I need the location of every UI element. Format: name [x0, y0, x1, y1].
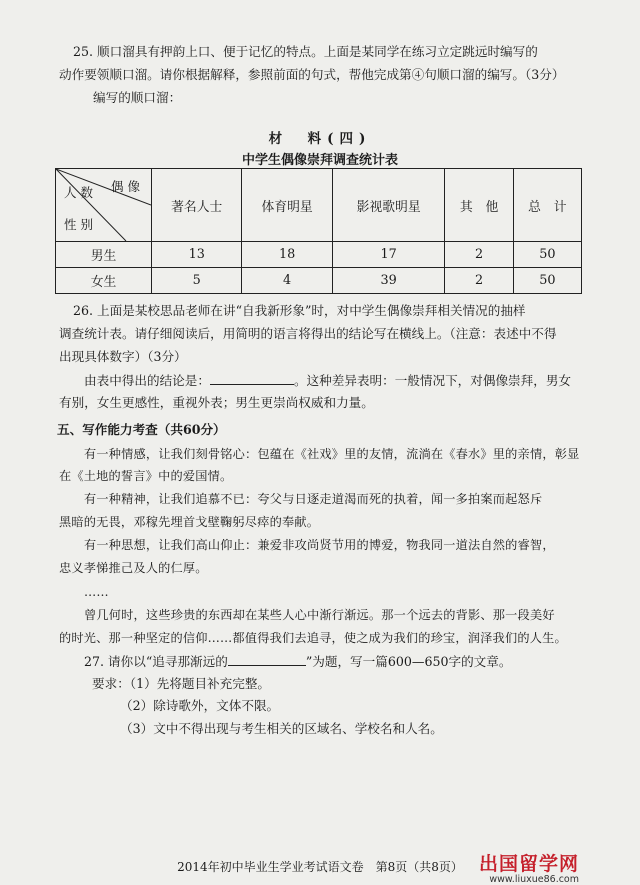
logo-text: 出国留学网 — [479, 853, 580, 875]
row-label: 男生 — [56, 242, 152, 268]
req-label: 要求： — [92, 676, 130, 691]
q26-answer-line1 — [84, 372, 571, 389]
essay-para: 黑暗的无畏，邓稼先埋首戈壁鞠躬尽瘁的奉献。 — [59, 515, 320, 529]
section5-heading: 五、写作能力考查（共60分） — [57, 422, 226, 437]
title-blank[interactable] — [228, 653, 306, 666]
table-cell: 50 — [513, 268, 581, 294]
table-cell: 5 — [152, 268, 242, 294]
q26-line1: 26. 上面是某校思品老师在讲“自我新形象”时，对中学生偶像崇拜相关情况的抽样 — [73, 303, 526, 318]
essay-para: 在《土地的誓言》中的爱国情。 — [59, 469, 233, 483]
answer-prefix: 由表中得出的结论是： — [84, 373, 210, 388]
page-footer: 2014年初中毕业生学业考试语文卷 第8页（共8页） — [177, 860, 463, 874]
diagonal-header-cell — [56, 169, 152, 242]
answer-blank[interactable] — [210, 372, 294, 385]
table-header-row — [56, 169, 582, 242]
req-item: （1）先将题目补充完整。 — [129, 676, 271, 691]
table-cell: 17 — [332, 242, 445, 268]
essay-para: 有一种思想，让我们高山仰止：兼爱非攻尚贤节用的博爱，物我同一道法自然的睿智， — [84, 538, 555, 552]
survey-table — [55, 168, 582, 294]
table-cell: 50 — [513, 242, 581, 268]
q25-line1: 25. 顺口溜具有押韵上口、便于记忆的特点。上面是某同学在练习立定跳远时编写的 — [73, 44, 538, 59]
table-row — [56, 268, 582, 294]
q27-prompt — [84, 653, 511, 670]
requirement-label — [92, 676, 270, 692]
q26-line3: 出现具体数字）（3分） — [59, 349, 187, 364]
table-cell: 4 — [242, 268, 332, 294]
table-cell: 2 — [445, 268, 513, 294]
essay-para: 曾几何时，这些珍贵的东西却在某些人心中渐行渐远。那一个远去的背影、那一段美好 — [84, 608, 555, 622]
q25-line2: 动作要领顺口溜。请你根据解释，参照前面的句式，帮他完成第④句顺口溜的编写。（3分） — [59, 67, 565, 82]
table-cell: 2 — [445, 242, 513, 268]
q26-line2: 调查统计表。请仔细阅读后，用简明的语言将得出的结论写在横线上。（注意：表述中不得 — [59, 326, 557, 341]
col-header: 总 计 — [513, 169, 581, 242]
table-row — [56, 242, 582, 268]
essay-para: 的时光、那一种坚定的信仰……都值得我们去追寻，使之成为我们的珍宝，润泽我们的人生。 — [59, 631, 567, 645]
col-header: 体育明星 — [242, 169, 332, 242]
req-item: （3）文中不得出现与考生相关的区域名、学校名和人名。 — [120, 721, 443, 736]
essay-para: 有一种情感，让我们刻骨铭心：包蕴在《社戏》里的友情，流淌在《春水》里的亲情，彰显 — [84, 447, 580, 461]
essay-para: 有一种精神，让我们追慕不已：夸父与日逐走道渴而死的执着，闻一多拍案而起怒斥 — [84, 492, 543, 506]
ellipsis: …… — [84, 585, 109, 599]
q25-answer-label: 编写的顺口溜： — [93, 90, 182, 105]
header-count: 人 数 — [64, 185, 93, 200]
header-gender: 性 别 — [64, 217, 93, 232]
site-logo — [479, 849, 579, 885]
col-header: 影视歌明星 — [332, 169, 445, 242]
col-header: 著名人士 — [152, 169, 242, 242]
material-title: 材 料(四) — [268, 131, 372, 147]
logo-url: www.liuxue86.com — [489, 874, 580, 885]
header-idol: 偶 像 — [111, 179, 140, 194]
essay-para: 忠义孝悌推己及人的仁厚。 — [59, 561, 208, 575]
table-cell: 39 — [332, 268, 445, 294]
table-title: 中学生偶像崇拜调查统计表 — [241, 153, 398, 168]
req-item: （2）除诗歌外，文体不限。 — [120, 698, 280, 713]
col-header: 其 他 — [445, 169, 513, 242]
table-cell: 13 — [152, 242, 242, 268]
q26-answer-line2: 有别，女生更感性，重视外表；男生更崇尚权威和力量。 — [59, 395, 374, 410]
row-label: 女生 — [56, 268, 152, 294]
table-cell: 18 — [242, 242, 332, 268]
answer-suffix: 。这种差异表明：一般情况下，对偶像崇拜，男女 — [293, 373, 571, 388]
q27-prefix: 27. 请你以“追寻那渐远的 — [84, 654, 228, 669]
q27-suffix: ”为题，写一篇600—650字的文章。 — [305, 654, 512, 669]
